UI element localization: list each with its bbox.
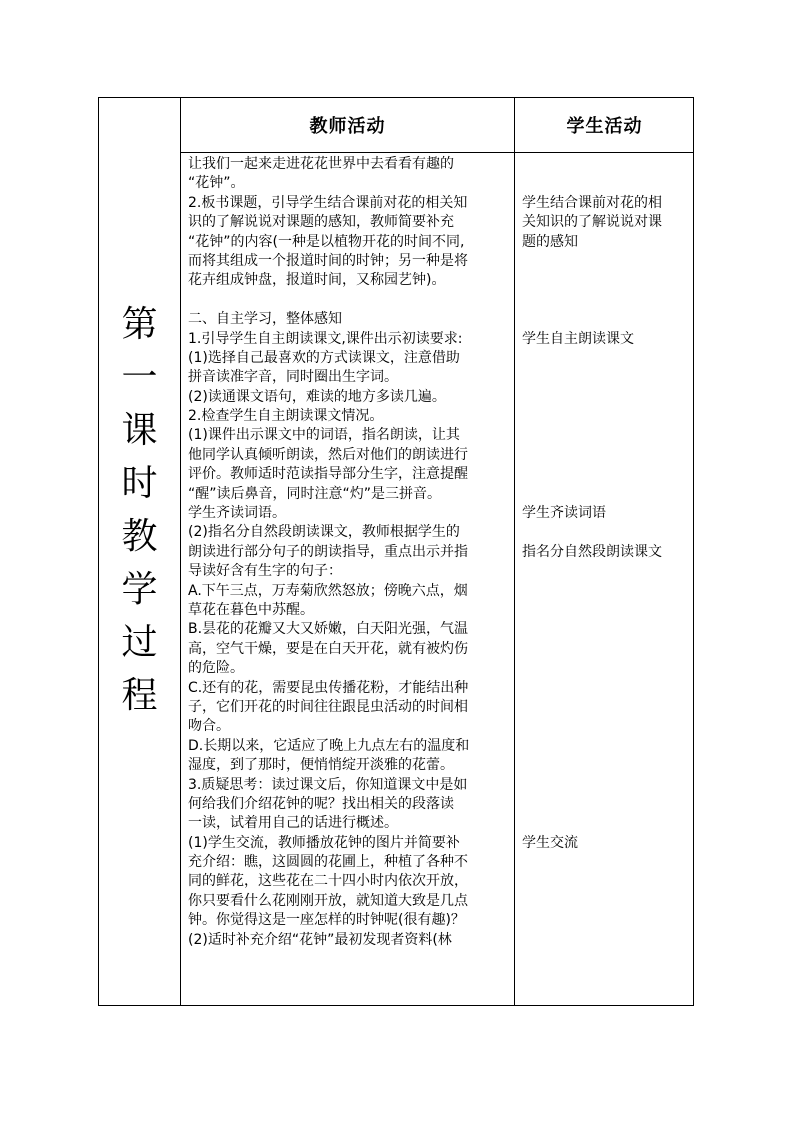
section-label-char: 程: [121, 675, 158, 716]
column-divider-left: [180, 98, 181, 1005]
teacher-activity-line: “醒”读后鼻音，同时注意“灼”是三拼音。: [188, 485, 442, 502]
teacher-activity-line: (1)学生交流，教师播放花钟的图片并简要补: [188, 834, 460, 851]
teacher-activity-line: (2)读通课文语句，难读的地方多读几遍。: [188, 388, 446, 405]
teacher-activity-line: 导读好含有生字的句子：: [188, 563, 342, 580]
section-label-first-lesson-process: [99, 298, 180, 722]
teacher-activity-line: 花卉组成钟盘，报道时间，又称园艺钟)。: [188, 272, 446, 289]
student-activity-line: 学生结合课前对花的相: [522, 194, 662, 211]
student-activity-note: [522, 330, 690, 349]
teacher-activity-line: 同的鲜花，这些花在二十四小时内依次开放，: [188, 873, 468, 890]
section-label-char: 时: [121, 463, 158, 504]
teacher-activity-line: 1.引导学生自主朗读课文,课件出示初读要求:: [188, 330, 463, 347]
teacher-activity-line: 二、自主学习，整体感知: [188, 311, 342, 328]
teacher-activity-line: 草花在暮色中苏醒。: [188, 601, 314, 618]
teacher-activity-line: (2)适时补充介绍“花钟”最初发现者资料(林: [188, 931, 452, 948]
teacher-activity-line: “花钟”的内容(一种是以植物开花的时间不同,: [188, 233, 465, 250]
teacher-activity-line: 钟。你觉得这是一座怎样的时钟呢(很有趣)？: [188, 912, 465, 929]
teacher-activity-line: “花钟”。: [188, 175, 245, 192]
teacher-activity-line: 一读，试着用自己的话进行概述。: [188, 815, 398, 832]
teacher-activity-content: [188, 155, 510, 950]
student-activity-line: 学生自主朗读课文: [522, 330, 634, 347]
teacher-activity-line: 高，空气干燥，要是在白天开花，就有被灼伤: [188, 640, 468, 657]
teacher-activity-line: 识的了解说说对课题的感知，教师简要补充: [188, 214, 454, 231]
student-activity-line: 题的感知: [522, 233, 578, 250]
section-label-char: 一: [121, 357, 158, 398]
section-label-char: 学: [121, 569, 158, 610]
teacher-activity-line: 2.检查学生自主朗读课文情况。: [188, 408, 384, 425]
teacher-activity-line: B.昙花的花瓣又大又娇嫩，白天阳光强，气温: [188, 621, 469, 638]
teacher-activity-line: (2)指名分自然段朗读课文，教师根据学生的: [188, 524, 460, 541]
student-activity-note: [522, 834, 690, 853]
teacher-activity-line: 评价。教师适时范读指导部分生字，注意提醒: [188, 466, 468, 483]
student-activity-line: 关知识的了解说说对课: [522, 214, 662, 231]
section-label-char: 教: [121, 516, 158, 557]
teacher-activity-line: D.长期以来，它适应了晚上九点左右的温度和: [188, 737, 470, 754]
column-divider-right: [514, 98, 515, 1005]
teacher-activity-line: 学生齐读词语。: [188, 505, 286, 522]
teacher-activity-line: (1)选择自己最喜欢的方式读课文，注意借助: [188, 349, 460, 366]
teacher-activity-line: 而将其组成一个报道时间的时钟；另一种是将: [188, 252, 468, 269]
section-label-char: 过: [121, 622, 158, 663]
teacher-activity-line: 何给我们介绍花钟的呢？找出相关的段落读: [188, 795, 454, 812]
student-activity-line: 指名分自然段朗读课文: [522, 544, 662, 560]
teacher-activity-line: 朗读进行部分句子的朗读指导，重点出示并指: [188, 543, 468, 560]
teacher-activity-line: 2.板书课题，引导学生结合课前对花的相关知: [188, 194, 468, 211]
teacher-activity-line: 充介绍：瞧，这圆圆的花圃上，种植了各种不: [188, 854, 468, 871]
teacher-activity-line: C.还有的花，需要昆虫传播花粉，才能结出种: [188, 679, 469, 696]
teacher-activity-line: 吻合。: [188, 718, 230, 735]
student-activity-note: [522, 504, 690, 523]
teacher-activity-line: [188, 291, 510, 310]
lesson-plan-table: [98, 97, 694, 1006]
section-label-char: 课: [121, 410, 158, 451]
teacher-activity-line: 拼音读准字音，同时圈出生字词。: [188, 369, 398, 386]
teacher-activity-line: 湿度，到了那时，便悄悄绽开淡雅的花蕾。: [188, 757, 454, 774]
teacher-activity-line: (1)课件出示课文中的词语，指名朗读，让其: [188, 427, 460, 444]
section-label-char: 第: [121, 304, 158, 345]
student-activity-note: [522, 543, 690, 562]
header-teacher-activity: 教师活动: [309, 116, 386, 137]
header-student-activity: 学生活动: [566, 116, 643, 137]
teacher-activity-line: 子，它们开花的时间往往跟昆虫活动的时间相: [188, 698, 468, 715]
teacher-activity-line: A.下午三点，万寿菊欣然怒放；傍晚六点，烟: [188, 582, 468, 599]
teacher-activity-line: 的危险。: [188, 660, 244, 677]
student-activity-line: 学生齐读词语: [522, 505, 606, 522]
teacher-activity-line: 你只要看什么花刚刚开放，就知道大致是几点: [188, 892, 468, 909]
header-divider: [180, 152, 693, 153]
teacher-activity-line: 让我们一起来走进花花世界中去看看有趣的: [188, 156, 454, 172]
student-activity-line: 学生交流: [522, 835, 578, 851]
teacher-activity-line: 3.质疑思考：读过课文后，你知道课文中是如: [188, 776, 468, 793]
student-activity-note: [522, 194, 690, 252]
teacher-activity-line: 他同学认真倾听朗读，然后对他们的朗读进行: [188, 446, 468, 463]
